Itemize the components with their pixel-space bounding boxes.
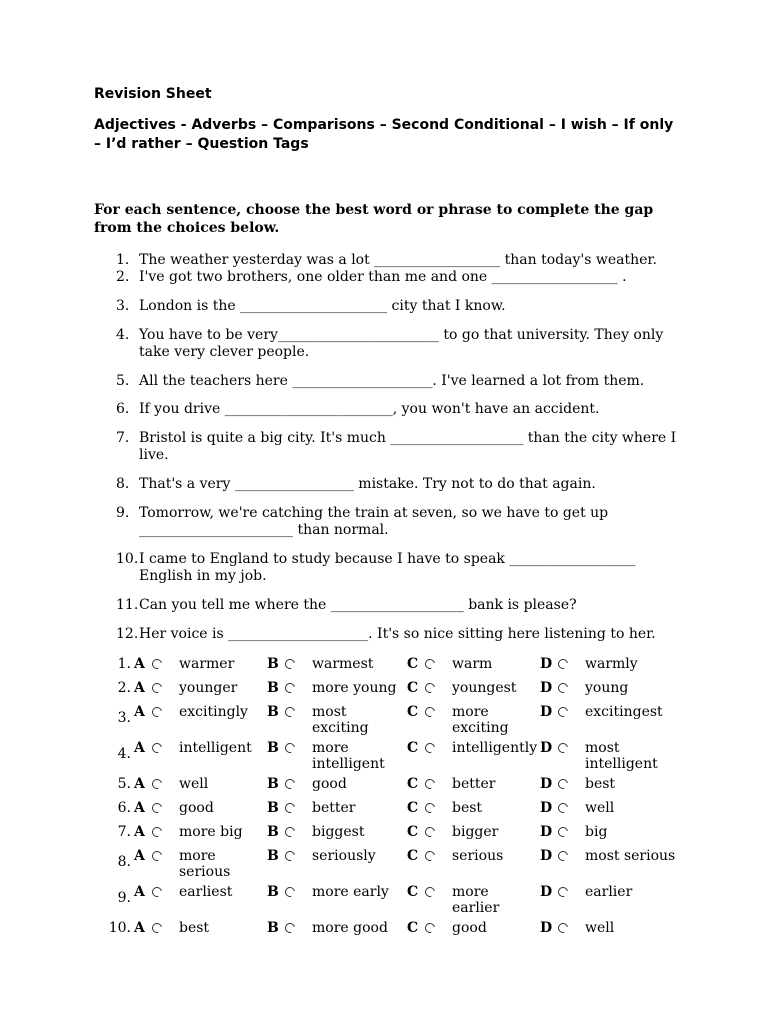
option-b-radio[interactable] xyxy=(283,705,297,719)
option-d-text: big xyxy=(585,824,608,840)
option-letter-b: B xyxy=(267,656,279,672)
answer-row xyxy=(94,736,695,772)
answer-row-number: 8. xyxy=(117,854,131,870)
option-letter-c: C xyxy=(407,740,419,756)
option-letter-d: D xyxy=(540,824,553,840)
option-a-text: more serious xyxy=(179,848,231,880)
option-c-radio[interactable] xyxy=(423,885,437,899)
answer-row xyxy=(94,700,695,736)
answer-row-number: 9. xyxy=(117,890,131,906)
question-text: I came to England to study because I have to speak __________________ English in my job. xyxy=(139,551,636,584)
question-text: You have to be very_______________________ to go that university. They only take very clever people. xyxy=(139,327,664,360)
option-a-text: more big xyxy=(179,824,243,840)
option-a-radio[interactable] xyxy=(150,777,164,791)
option-a-radio[interactable] xyxy=(150,921,164,935)
option-d-text: most intelligent xyxy=(585,740,658,772)
question-number: 6. xyxy=(116,401,130,417)
option-a-text: well xyxy=(179,776,209,792)
answer-row-number: 1. xyxy=(117,656,131,672)
question-number: 8. xyxy=(116,476,130,492)
question-text: I've got two brothers, one older than me and one __________________ . xyxy=(139,269,627,285)
option-a-radio[interactable] xyxy=(150,849,164,863)
option-c-text: more earlier xyxy=(452,884,500,916)
question-text: Bristol is quite a big city. It's much ___________________ than the city where I live. xyxy=(139,430,677,463)
option-b-text: good xyxy=(312,776,347,792)
option-d-text: excitingest xyxy=(585,704,663,720)
option-a-radio[interactable] xyxy=(150,741,164,755)
option-a-radio[interactable] xyxy=(150,657,164,671)
option-letter-c: C xyxy=(407,884,419,900)
option-c-text: more exciting xyxy=(452,704,509,736)
option-b-text: biggest xyxy=(312,824,365,840)
option-letter-d: D xyxy=(540,920,553,936)
option-a-radio[interactable] xyxy=(150,705,164,719)
option-letter-c: C xyxy=(407,848,419,864)
option-letter-a: A xyxy=(134,740,145,756)
option-letter-a: A xyxy=(134,884,145,900)
option-d-text: most serious xyxy=(585,848,676,864)
option-letter-d: D xyxy=(540,800,553,816)
question-number: 7. xyxy=(116,430,130,446)
question-text: London is the _____________________ city that I know. xyxy=(139,298,506,314)
question-text: If you drive ________________________, you won't have an accident. xyxy=(139,401,600,417)
option-c-text: serious xyxy=(452,848,504,864)
option-d-radio[interactable] xyxy=(556,849,570,863)
option-letter-a: A xyxy=(134,656,145,672)
option-b-text: more good xyxy=(312,920,388,936)
option-a-text: excitingly xyxy=(179,704,248,720)
answer-row-number: 7. xyxy=(117,824,131,840)
option-letter-a: A xyxy=(134,824,145,840)
answer-row-number: 6. xyxy=(117,800,131,816)
question-number: 12. xyxy=(116,626,139,642)
option-letter-b: B xyxy=(267,680,279,696)
option-letter-a: A xyxy=(134,704,145,720)
option-letter-b: B xyxy=(267,848,279,864)
option-a-radio[interactable] xyxy=(150,885,164,899)
option-a-radio[interactable] xyxy=(150,681,164,695)
option-a-text: younger xyxy=(179,680,238,696)
question-text: That's a very _________________ mistake. Try not to do that again. xyxy=(139,476,596,492)
question-number: 9. xyxy=(116,505,130,521)
option-d-radio[interactable] xyxy=(556,801,570,815)
option-b-text: seriously xyxy=(312,848,376,864)
option-d-radio[interactable] xyxy=(556,681,570,695)
question-text: Tomorrow, we're catching the train at seven, so we have to get up ______________________ than normal. xyxy=(139,505,609,538)
question-number: 3. xyxy=(116,298,130,314)
question-item xyxy=(116,551,686,585)
option-letter-b: B xyxy=(267,920,279,936)
option-b-text: more early xyxy=(312,884,389,900)
option-letter-b: B xyxy=(267,884,279,900)
option-c-text: better xyxy=(452,776,496,792)
question-text: Her voice is ____________________. It's so nice sitting here listening to her. xyxy=(139,626,656,642)
option-c-radio[interactable] xyxy=(423,801,437,815)
answer-row xyxy=(94,820,695,844)
option-b-text: warmest xyxy=(312,656,374,672)
question-item xyxy=(116,505,686,539)
answer-row-number: 3. xyxy=(117,710,131,726)
option-letter-d: D xyxy=(540,740,553,756)
option-b-radio[interactable] xyxy=(283,885,297,899)
question-number: 4. xyxy=(116,327,130,343)
option-c-radio[interactable] xyxy=(423,681,437,695)
question-number: 5. xyxy=(116,373,130,389)
question-item xyxy=(116,401,686,418)
option-c-text: bigger xyxy=(452,824,499,840)
option-d-text: earlier xyxy=(585,884,633,900)
option-letter-d: D xyxy=(540,680,553,696)
question-text: The weather yesterday was a lot __________________ than today's weather. xyxy=(139,252,657,268)
option-letter-a: A xyxy=(134,848,145,864)
option-letter-a: A xyxy=(134,776,145,792)
option-letter-c: C xyxy=(407,704,419,720)
option-letter-d: D xyxy=(540,884,553,900)
option-c-radio[interactable] xyxy=(423,741,437,755)
question-item xyxy=(116,476,686,493)
option-d-text: young xyxy=(585,680,629,696)
option-d-text: well xyxy=(585,800,615,816)
option-a-text: warmer xyxy=(179,656,235,672)
option-d-radio[interactable] xyxy=(556,741,570,755)
option-letter-c: C xyxy=(407,920,419,936)
answer-row-number: 10. xyxy=(108,920,131,936)
option-d-radio[interactable] xyxy=(556,705,570,719)
option-c-text: warm xyxy=(452,656,493,672)
option-letter-d: D xyxy=(540,848,553,864)
option-d-radio[interactable] xyxy=(556,921,570,935)
answer-row-number: 4. xyxy=(117,746,131,762)
question-item xyxy=(116,298,686,315)
option-b-radio[interactable] xyxy=(283,921,297,935)
option-a-text: best xyxy=(179,920,210,936)
question-item xyxy=(116,430,686,464)
option-letter-c: C xyxy=(407,824,419,840)
question-item xyxy=(116,269,686,286)
option-b-text: more young xyxy=(312,680,397,696)
question-item xyxy=(116,597,686,614)
question-text: Can you tell me where the ___________________ bank is please? xyxy=(139,597,577,613)
option-c-radio[interactable] xyxy=(423,705,437,719)
option-d-radio[interactable] xyxy=(556,657,570,671)
option-b-radio[interactable] xyxy=(283,849,297,863)
option-a-text: earliest xyxy=(179,884,233,900)
option-c-radio[interactable] xyxy=(423,777,437,791)
option-b-text: most exciting xyxy=(312,704,369,736)
option-letter-b: B xyxy=(267,740,279,756)
answer-row xyxy=(94,652,695,676)
option-b-text: better xyxy=(312,800,356,816)
option-letter-d: D xyxy=(540,656,553,672)
option-letter-b: B xyxy=(267,800,279,816)
answer-row-number: 2. xyxy=(117,680,131,696)
answer-row xyxy=(94,796,695,820)
option-letter-a: A xyxy=(134,920,145,936)
option-c-text: good xyxy=(452,920,487,936)
option-b-radio[interactable] xyxy=(283,741,297,755)
answer-row xyxy=(94,676,695,700)
answer-row xyxy=(94,880,695,916)
question-text: All the teachers here ____________________. I've learned a lot from them. xyxy=(139,373,645,389)
option-letter-a: A xyxy=(134,800,145,816)
option-letter-b: B xyxy=(267,776,279,792)
option-d-text: well xyxy=(585,920,615,936)
option-c-text: youngest xyxy=(452,680,517,696)
answer-row xyxy=(94,916,695,940)
option-a-radio[interactable] xyxy=(150,801,164,815)
option-c-text: intelligently xyxy=(452,740,538,756)
option-a-text: intelligent xyxy=(179,740,252,756)
question-number: 1. xyxy=(116,252,130,268)
option-b-radio[interactable] xyxy=(283,681,297,695)
option-letter-c: C xyxy=(407,776,419,792)
answer-row xyxy=(94,844,695,880)
option-d-radio[interactable] xyxy=(556,777,570,791)
option-a-radio[interactable] xyxy=(150,825,164,839)
answer-choices-table xyxy=(94,652,695,940)
option-letter-d: D xyxy=(540,704,553,720)
option-letter-c: C xyxy=(407,680,419,696)
option-letter-c: C xyxy=(407,800,419,816)
option-letter-a: A xyxy=(134,680,145,696)
question-item xyxy=(116,373,686,390)
option-letter-c: C xyxy=(407,656,419,672)
option-b-text: more intelligent xyxy=(312,740,385,772)
option-c-radio[interactable] xyxy=(423,657,437,671)
option-letter-b: B xyxy=(267,824,279,840)
option-c-radio[interactable] xyxy=(423,921,437,935)
question-number: 10. xyxy=(116,551,139,567)
option-letter-b: B xyxy=(267,704,279,720)
option-b-radio[interactable] xyxy=(283,777,297,791)
question-item xyxy=(116,327,686,361)
question-item xyxy=(116,626,686,643)
option-d-text: best xyxy=(585,776,616,792)
option-a-text: good xyxy=(179,800,214,816)
answer-row-number: 5. xyxy=(117,776,131,792)
option-d-radio[interactable] xyxy=(556,885,570,899)
option-d-text: warmly xyxy=(585,656,638,672)
option-b-radio[interactable] xyxy=(283,825,297,839)
question-number: 2. xyxy=(116,269,130,285)
option-b-radio[interactable] xyxy=(283,657,297,671)
option-letter-d: D xyxy=(540,776,553,792)
option-c-radio[interactable] xyxy=(423,825,437,839)
question-number: 11. xyxy=(116,597,139,613)
instructions: For each sentence, choose the best word or phrase to complete the gap from the choices below. xyxy=(94,202,654,236)
answer-row xyxy=(94,772,695,796)
option-c-radio[interactable] xyxy=(423,849,437,863)
option-b-radio[interactable] xyxy=(283,801,297,815)
page-subtitle: Adjectives - Adverbs – Comparisons – Second Conditional – I wish – If only – I’d rather – Question Tags xyxy=(94,117,674,152)
option-c-text: best xyxy=(452,800,483,816)
option-d-radio[interactable] xyxy=(556,825,570,839)
page-title: Revision Sheet xyxy=(94,86,212,102)
question-item xyxy=(116,252,686,269)
